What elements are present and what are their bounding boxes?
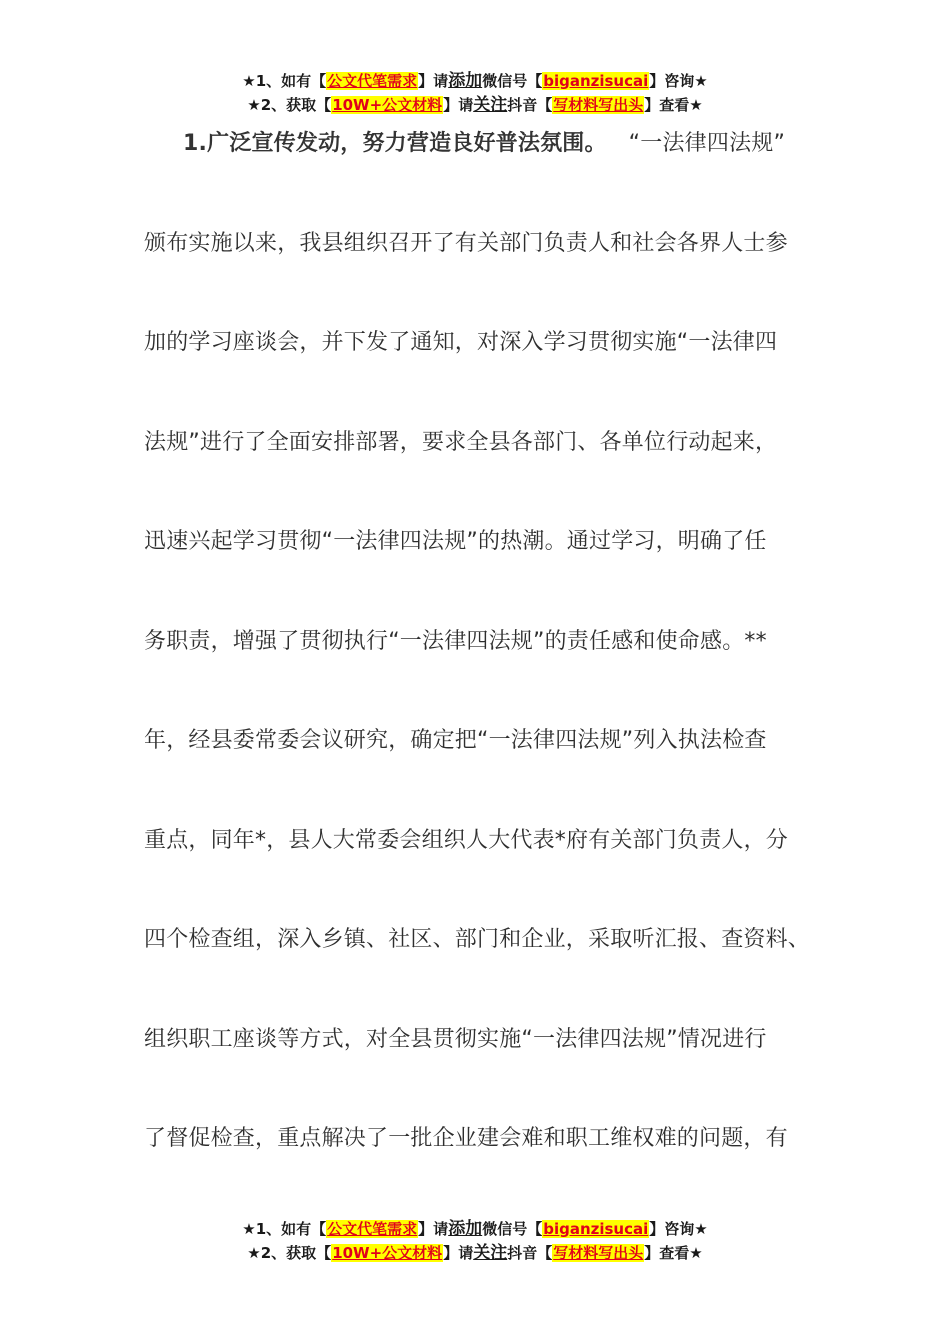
paragraph-first-line xyxy=(183,129,785,159)
banner-underline: 关注 xyxy=(473,95,508,115)
body-line: 年，经县委常委会议研究，确定把“一法律四法规”列入执法检查 xyxy=(144,728,767,753)
body-text: “一法律四法规” xyxy=(628,131,786,156)
banner-text: 微信号【 xyxy=(482,72,543,90)
banner-text: 】查看★ xyxy=(644,1244,703,1262)
banner-highlight: 写材料写出头 xyxy=(553,1244,644,1262)
banner-underline: 关注 xyxy=(473,1243,508,1263)
banner-text: 】请 xyxy=(443,1244,474,1262)
banner-text: ★1、如有【 xyxy=(242,72,327,90)
banner-text: ★2、获取【 xyxy=(247,96,332,114)
body-line: 了督促检查，重点解决了一批企业建会难和职工维权难的问题，有 xyxy=(144,1126,788,1151)
banner-underline: 添加 xyxy=(448,1219,483,1239)
banner-text: ★1、如有【 xyxy=(242,1220,327,1238)
banner-text: 抖音【 xyxy=(507,96,553,114)
body-line: 颁布实施以来，我县组织召开了有关部门负责人和社会各界人士参 xyxy=(144,231,788,256)
banner-highlight: 10W+公文材料 xyxy=(332,1244,443,1262)
banner-highlight: biganzisucai xyxy=(543,1220,649,1238)
banner-highlight: 10W+公文材料 xyxy=(332,96,443,114)
banner-text: 微信号【 xyxy=(482,1220,543,1238)
banner-highlight: 公文代笔需求 xyxy=(327,1220,418,1238)
banner-text: 】查看★ xyxy=(644,96,703,114)
banner-line-1 xyxy=(0,1217,950,1241)
banner-text: 】请 xyxy=(418,1220,449,1238)
body-line: 法规”进行了全面安排部署，要求全县各部门、各单位行动起来， xyxy=(144,430,778,455)
banner-text: 】咨询★ xyxy=(649,72,708,90)
banner-text: 】请 xyxy=(443,96,474,114)
banner-text: 】请 xyxy=(418,72,449,90)
body-line: 务职责，增强了贯彻执行“一法律四法规”的责任感和使命感。** xyxy=(144,629,767,654)
footer-banner xyxy=(0,1217,950,1265)
body-line: 加的学习座谈会，并下发了通知，对深入学习贯彻实施“一法律四 xyxy=(144,330,778,355)
body-line: 四个检查组，深入乡镇、社区、部门和企业，采取听汇报、查资料、 xyxy=(144,927,811,952)
banner-text: 抖音【 xyxy=(507,1244,553,1262)
banner-underline: 添加 xyxy=(448,71,483,91)
body-line: 重点，同年*，县人大常委会组织人大代表*府有关部门负责人，分 xyxy=(144,828,789,853)
banner-line-2 xyxy=(0,1241,950,1265)
body-line: 迅速兴起学习贯彻“一法律四法规”的热潮。通过学习，明确了任 xyxy=(144,529,767,554)
banner-highlight: 写材料写出头 xyxy=(553,96,644,114)
banner-text: ★2、获取【 xyxy=(247,1244,332,1262)
banner-text: 】咨询★ xyxy=(649,1220,708,1238)
banner-highlight: biganzisucai xyxy=(543,72,649,90)
body-line: 组织职工座谈等方式，对全县贯彻实施“一法律四法规”情况进行 xyxy=(144,1027,767,1052)
banner-highlight: 公文代笔需求 xyxy=(327,72,418,90)
section-heading: 1.广泛宣传发动，努力营造良好普法氛围。 xyxy=(183,131,607,156)
